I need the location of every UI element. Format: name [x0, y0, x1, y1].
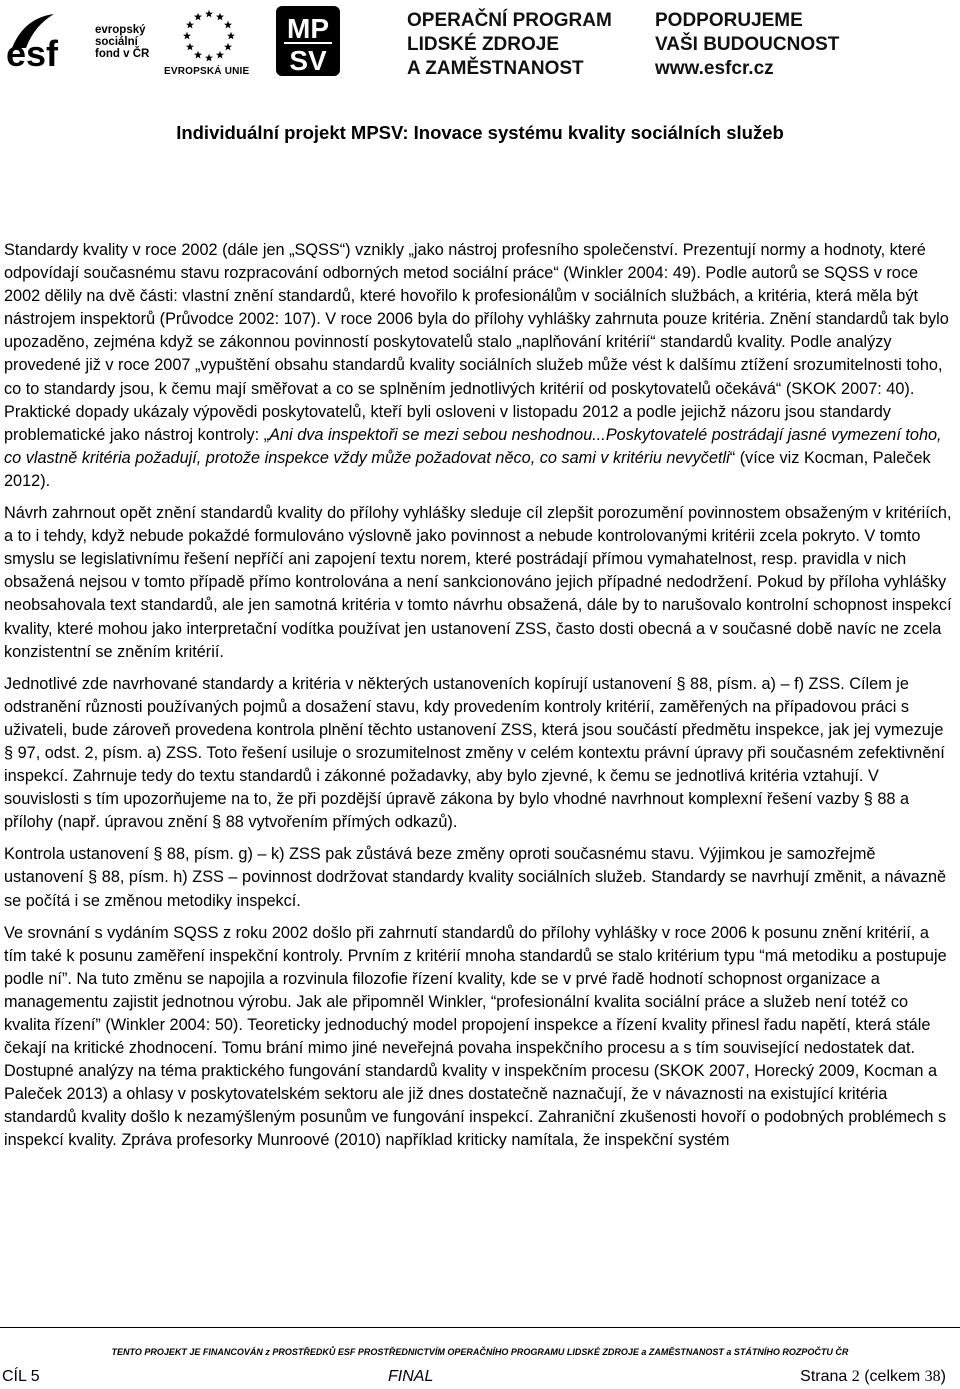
paragraph-3: Jednotlivé zde navrhované standardy a kritéria v některých ustanoveních kopírují ustanovení § 88, písm. a) – f) ZSS. Cílem je odstranění různosti používaných pojmů a dosažení stavu, kdy provedením kontroly kritérií, zaměřených na případovou práci s uživateli, bude zároveň provedena kontrola plnění těchto ustanovení ZSS, která jsou součástí předmětu inspekce, jak jej vymezuje § 97, odst. 2, písm. a) ZSS. Toto řešení usiluje o srozumitelnost změny v celém kontextu právní úpravy při současném zefektivnění inspekcí. Zahrnuje tedy do textu standardů i zákonné požadavky, aby bylo zjevné, k čemu se jednotlivá kritéria vztahují. V souvislosti s tím upozorňujeme na to, že při pozdější úpravě zákona by bylo vhodné navrhnout komplexní řešení vazby § 88 a přílohy (např. úpravou znění § 88 vytvořením přímých odkazů).: [4, 674, 945, 832]
svg-text:MP: MP: [287, 13, 329, 44]
footer-divider: [0, 1327, 960, 1328]
page-number: Strana 2 (celkem 38): [800, 1368, 946, 1385]
page-header: [0, 0, 960, 90]
paragraph-4: Kontrola ustanovení § 88, písm. g) – k) ZSS pak zůstává beze změny oproti současnému stavu. Výjimkou je samozřejmě ustanovení § 88, písm. h) ZSS – povinnost dodržovat standardy kvality sociálních služeb. Standardy se navrhují změnit, a návazně se počítá i se změnou metodiky inspekcí.: [4, 845, 947, 910]
eu-star-icon: [186, 43, 194, 51]
eu-star-icon: [205, 10, 213, 18]
paragraph-2: Návrh zahrnout opět znění standardů kvality do přílohy vyhlášky sleduje cíl zlepšit porozumění povinnostem obsaženým v kritériích, a to i tehdy, když nebude pokaždé formulováno výslovně jako povinnost a nebude kontrolovanými kritérii zcela pokryto. V tomto smyslu se legislativnímu řešení nepříčí ani zapojení textu norem, které postrádají přímou vymahatelnost, resp. pravidla v nich obsažená nejsou v tomto případě přímo kontrolována a není sankcionováno jejich případné nedodržení. Pokud by příloha vyhlášky neobsahovala text standardů, ale jen samotná kritéria v tomto návrhu obsažená, dále by to narušovalo kontrolní schopnost inspekcí kvality, které mohou jako interpretační vodítka používat jen ustanovení ZSS, často dosti obecná a v současné době navíc ne zcela konzistentní se zněním kritérií.: [4, 504, 952, 661]
eu-flag-icon: [168, 8, 250, 68]
funding-note: TENTO PROJEKT JE FINANCOVÁN z PROSTŘEDKŮ ESF PROSTŘEDNICTVÍM OPERAČNÍHO PROGRAMU LIDSKÉ ZDROJE a ZAMĚSTNANOST a STÁTNÍHO ROZPOČTU ČR: [111, 1347, 849, 1357]
eu-star-icon: [186, 21, 194, 29]
footer-status: FINAL: [388, 1368, 434, 1385]
svg-text:SV: SV: [289, 45, 327, 76]
eu-star-icon: [183, 32, 191, 40]
support-slogan: PODPORUJEME VAŠI BUDOUCNOST www.esfcr.cz: [655, 10, 840, 79]
website-link[interactable]: www.esfcr.cz: [655, 58, 774, 79]
esf-caption: evropský sociální fond v ČR: [95, 24, 150, 60]
mpsv-logo-icon: [276, 6, 340, 76]
eu-star-icon: [224, 43, 232, 51]
eu-caption: EVROPSKÁ UNIE: [164, 66, 250, 77]
paragraph-1: Standardy kvality v roce 2002 (dále jen „SQSS“) vznikly „jako nástroj profesního společenství. Prezentují normy a hodnoty, které odpovídají současnému stavu rozpracování odborných metod sociální práce“ (Winkler 2004: 49). Podle autorů se SQSS v roce 2002 dělily na dvě části: vlastní znění standardů, které hovořilo k profesionálům v sociálních službách, a kritéria, která měla být nástrojem inspektorů (Průvodce 2002: 107). V roce 2006 byla do přílohy vyhlášky zahrnuta pouze kritéria. Znění standardů tak bylo upozaděno, zejména když se zákonnou povinností poskytovatelů stalo „naplňování kritérií“ standardů kvality. Podle analýzy provedené již v roce 2007 „vypuštění obsahu standardů kvality sociálních služeb může vést k dalšímu ztížení srozumitelnosti toho, co to standardy jsou, k čemu mají směřovat a co se splněním jednotlivých kritérií od poskytovatelů očekává“ (SKOK 2007: 40). Praktické dopady ukázaly výpovědi poskytovatelů, kteří byli osloveni v listopadu 2012 a podle jejichž názoru jsou standardy problematické jako nástroj kontroly: „Ani dva inspektoři se mezi sebou neshodnou...Poskytovatelé postrádají jasné vymezení toho, co vlastně kritéria požadují, protože inspekce vždy může požadovat něco, co sami v kritériu nevyčetli“ (více viz Kocman, Paleček 2012).: [4, 241, 949, 490]
project-title: Individuální projekt MPSV: Inovace systému kvality sociálních služeb: [176, 122, 784, 143]
eu-star-icon: [227, 32, 235, 40]
svg-text:esf: esf: [6, 33, 59, 70]
operational-programme-title: OPERAČNÍ PROGRAM LIDSKÉ ZDROJE A ZAMĚSTNANOST: [407, 10, 612, 79]
eu-star-icon: [224, 21, 232, 29]
paragraph-5: Ve srovnání s vydáním SQSS z roku 2002 došlo při zahrnutí standardů do přílohy vyhlášky v roce 2006 k posunu znění kritérií, a tím také k posunu zaměření inspekční kontroly. Prvním z kritérií mnoha standardů se stalo kritérium typu “má metodiku a postupuje podle ní”. Na tuto změnu se napojila a rozvinula filozofie řízení kvality, kde se v prvé řadě hodnotí schopnost organizace a managementu zajistit jednotnou výrobu. Jak ale připomněl Winkler, “profesionální kvalita sociální práce a služeb není totéž co kvalita řízení” (Winkler 2004: 50). Teoreticky jednoduchý model propojení inspekce a řízení kvality přinesl řadu napětí, která stále čekají na kritické zhodnocení. Tomu brání mimo jiné neveřejná povaha inspekčního procesu a s tím související nedostatek dat. Dostupné analýzy na téma praktického fungování standardů kvality v inspekčním procesu (SKOK 2007, Horecký 2009, Kocman a Paleček 2013) a ohlasy v poskytovatelském sektoru ale již dnes dostatečně naznačují, že v návaznosti na existující kritéria standardů kvality došlo k nezamýšleným posunům ve fungování inspekcí. Zahraniční zkušenosti hovoří o podobných problémech s inspekcí kvality. Zpráva profesorky Munroové (2010) například kriticky namítala, že inspekční systém: [4, 923, 947, 1150]
esf-logo-icon: [4, 8, 90, 70]
eu-star-icon: [216, 13, 224, 21]
eu-star-icon: [194, 51, 202, 59]
eu-star-icon: [194, 13, 202, 21]
footer-goal: CÍL 5: [2, 1368, 40, 1385]
document-body: [4, 239, 954, 1162]
eu-star-icon: [216, 51, 224, 59]
eu-star-icon: [205, 54, 213, 62]
